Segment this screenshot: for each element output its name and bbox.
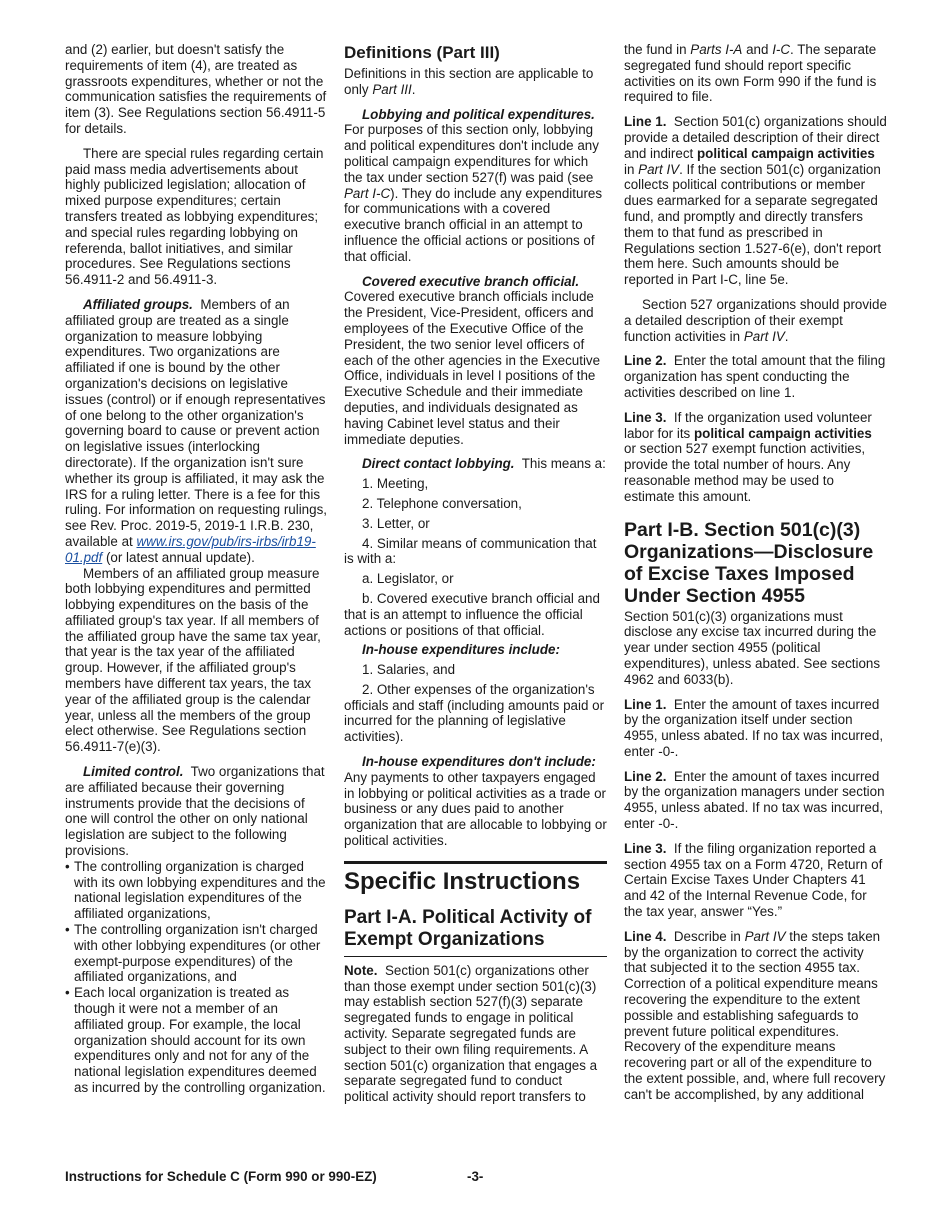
- paragraph-note: [344, 963, 607, 1105]
- s527-text: Section 527 organizations should provide a detailed description of their exempt function activities in: [624, 296, 887, 344]
- line-label: Line 3.: [624, 840, 667, 856]
- footer-title: Instructions for Schedule C (Form 990 or 990-EZ): [65, 1169, 377, 1184]
- line-text: Enter the amount of taxes incurred by the organization itself under section 4955, unless abated. If no tax was incurred, enter -0-.: [624, 696, 884, 759]
- list-item: 1. Salaries, and: [362, 662, 456, 678]
- line-text: If the organization used volunteer labor for its: [624, 409, 872, 441]
- list-item: 2. Other expenses of the organization's officials and staff (including amounts paid or incurred for the planning of legislative activities).: [344, 681, 605, 745]
- inhouse-exclude-text: Any payments to other taxpayers engaged in lobbying or political activities as a trade or business or any dues paid to another organization that are allocable to lobbying or political activities.: [344, 769, 607, 849]
- bullet-text: Each local organization is treated as though it were not a member of an affiliated group. For example, the local organization should account for its own expenditures only and not for any of the national legislation expenditures deemed as incurred by the controlling organization.: [74, 985, 326, 1095]
- line-text: in: [624, 161, 635, 177]
- cont-text-end: . The separate segregated fund should report specific activities on its own Form 990 if the fund is required to file.: [624, 42, 877, 105]
- affiliated-groups-title: Affiliated groups.: [83, 296, 193, 312]
- cont-part-ref: Parts I-A: [690, 42, 743, 57]
- list-item: 1. Meeting,: [362, 476, 429, 492]
- column-left: [65, 42, 328, 1096]
- s527-part-ref: Part IV: [743, 328, 785, 344]
- paragraph-ib-line-4: [624, 929, 887, 1103]
- column-right: [624, 42, 887, 1103]
- inhouse-include-title: In-house expenditures include:: [362, 642, 560, 658]
- paragraph-continued: [624, 42, 887, 105]
- column-middle: [344, 42, 607, 1105]
- page-number: -3-: [467, 1169, 484, 1184]
- list-item: b. Covered executive branch official and that is an attempt to influence the official actions or positions of that official.: [344, 590, 600, 638]
- paragraph-inhouse-exclude: [344, 754, 607, 849]
- line-text: Enter the amount of taxes incurred by the organization managers under section 4955, unless abated. If no tax was incurred, enter -0-.: [624, 768, 885, 832]
- line-text: Section 501(c) organizations should provide a detailed description of their direct and indirect: [624, 114, 887, 161]
- list-item: 3. Letter, or: [362, 515, 430, 531]
- line-bold-text: political campaign activities: [693, 425, 872, 441]
- paragraph-section-527: [624, 297, 887, 344]
- intro-text: Definitions in this section are applicable to only: [344, 66, 594, 97]
- line-text: Describe in: [673, 928, 741, 944]
- line-text: the steps taken by the organization to correct the activity that subjected it to the section 4955 tax. Correction of a political expenditure means recovering the expenditure to the extent possible and establishing safeguards to prevent future political expenditures. Recovery of the expenditure means recovering part or all of the expenditure to the extent possible, and, where full recovery can't be accomplished, by any additional: [624, 928, 886, 1102]
- direct-contact-title: Direct contact lobbying.: [362, 456, 515, 472]
- lobbying-part-ref: Part I-C: [344, 185, 391, 201]
- bullet-item: [65, 859, 328, 922]
- paragraph-lobbying-expenditures: [344, 107, 607, 265]
- intro-period: .: [411, 81, 416, 97]
- cont-part-ref: I-C: [772, 42, 791, 57]
- line-part-ref: Part IV: [744, 928, 786, 944]
- s527-period: .: [784, 328, 789, 344]
- limited-control-text: Two organizations that are affiliated because their governing instruments provide that the decisions of one will control the other on only national legislation are subject to the following provisions.: [65, 764, 325, 859]
- line-part-ref: Part IV: [638, 161, 680, 177]
- paragraph-ib-line-1: [624, 697, 887, 760]
- direct-contact-text: This means a:: [521, 456, 606, 472]
- part-ia-heading: Part I-A. Political Activity of Exempt Organizations: [344, 907, 607, 957]
- specific-instructions-heading: Specific Instructions: [344, 861, 607, 895]
- paragraph-ib-line-3: [624, 841, 887, 920]
- definitions-intro: [344, 66, 607, 98]
- bullet-text: The controlling organization isn't charged with other lobbying expenditures (or other exempt-purpose expenditures) of the affiliated organizations, and: [74, 922, 321, 985]
- line-label: Line 1.: [624, 114, 667, 130]
- paragraph-line-1: [624, 114, 887, 288]
- paragraph-direct-contact: [344, 456, 607, 472]
- cont-text: the fund in: [624, 42, 687, 57]
- paragraph-ib-line-2: [624, 769, 887, 832]
- line-text: Enter the total amount that the filing organization has spent conducting the activities described on line 1.: [624, 353, 886, 400]
- line-text: If the filing organization reported a section 4955 tax on a Form 4720, Return of Certain Excise Taxes Under Chapters 41 and 42 of the Internal Revenue Code, for the tax year, answer “Yes.”: [624, 840, 883, 920]
- line-label: Line 4.: [624, 928, 667, 944]
- irb-link[interactable]: www.irs.gov/pub/irs-irbs/irb19-01.pdf: [65, 533, 316, 565]
- paragraph-grassroots: and (2) earlier, but doesn't satisfy the requirements of item (4), are treated as grassroots expenditures, whether or not the communication satisfies the requirements of item (3). See Regulations section 56.4911-5 for details.: [65, 42, 327, 136]
- note-label: Note.: [344, 962, 378, 978]
- note-text: Section 501(c) organizations other than those exempt under section 501(c)(3) may establish section 527(f)(3) separate segregated funds to engage in political activity. Separate segregated funds are subject to their own filing requirements. A section 501(c) organization that engages a separate segregated fund to conduct political activity should report transfers to: [344, 962, 598, 1105]
- paragraph-affiliated-tax-year: Members of an affiliated group measure both lobbying expenditures and permitted lobbying expenditures on the basis of the affiliated group's tax year. If all members of the affiliated group have the same tax year, that year is the tax year of the affiliated group. However, if the affiliated group's members have different tax years, the tax year of the affiliated group is the calendar year, unless all the members of the group elect otherwise. See Regulations section 56.4911-7(e)(3).: [65, 565, 321, 755]
- lobbying-title: Lobbying and political expenditures.: [362, 106, 595, 122]
- list-item: 4. Similar means of communication that is with a:: [344, 535, 597, 567]
- bullet-item: [65, 922, 328, 985]
- line-label: Line 2.: [624, 353, 667, 369]
- paragraph-line-2: [624, 353, 887, 400]
- paragraph-affiliated-groups: [65, 297, 328, 566]
- bullet-marker: •: [65, 922, 70, 938]
- line-text: or section 527 exempt function activities, provide the total number of hours. Any reasonable method may be used to estimate this amount.: [624, 441, 866, 504]
- covered-text: Covered executive branch officials include the President, Vice-President, officers and employees of the Executive Office of the President, the two senior level officers of each of the other agencies in the Executive Office, individuals in level I positions of the Executive Schedule and their immediate deputies, and individuals designated as having Cabinet level status and their immediate deputies.: [344, 289, 601, 447]
- paragraph-covered-official: [344, 274, 607, 448]
- part-ib-heading: Part I-B. Section 501(c)(3) Organizations—Disclosure of Excise Taxes Imposed Under Section 4955: [624, 518, 874, 607]
- cont-and: and: [746, 42, 769, 57]
- list-item: a. Legislator, or: [362, 571, 454, 587]
- paragraph-line-3: [624, 410, 887, 505]
- definitions-heading: Definitions (Part III): [344, 43, 500, 62]
- bullet-marker: •: [65, 985, 70, 1001]
- limited-control-title: Limited control.: [83, 764, 184, 780]
- intro-part-ref: Part III: [372, 81, 412, 97]
- bullet-text: The controlling organization is charged with its own lobbying expenditures and the national legislation expenditures of the affiliated organizations,: [74, 858, 326, 922]
- bullet-item: [65, 985, 328, 1096]
- inhouse-exclude-title: In-house expenditures don't include:: [362, 754, 596, 770]
- lobbying-text: For purposes of this section only, lobbying and political expenditures don't include any political campaign expenditures for which the tax under section 527(f) was paid (see: [344, 122, 599, 185]
- bullet-marker: •: [65, 858, 70, 874]
- covered-title: Covered executive branch official.: [362, 273, 580, 289]
- affiliated-groups-text: Members of an affiliated group are treated as a single organization to measure lobbying expenditures. Two organizations are affiliated if one is bound by the other organization's decisions on legislative issues (control) or if enough representatives of one belong to the other organization's governing board to cause or prevent action on legislative issues (interlocking directorate). If the organization isn't sure whether its group is affiliated, it may ask the IRS for a ruling letter. There is a fee for this ruling. For information on requesting rulings, see Rev. Proc. 2019-5, 2019-1 I.R.B. 230, available at: [65, 296, 327, 549]
- line-label: Line 2.: [624, 768, 667, 784]
- paragraph-special-rules: There are special rules regarding certain paid mass media advertisements about highly publicized legislation; allocation of mixed purpose expenditures; certain transfers treated as lobbying expenditures; and special rules regarding lobbying on referenda, ballot initiatives, and similar procedures. See Regulations sections 56.4911-2 and 56.4911-3.: [65, 145, 324, 288]
- affiliated-groups-after: (or latest annual update).: [105, 549, 255, 565]
- line-label: Line 1.: [624, 696, 667, 712]
- paragraph-ib-intro: Section 501(c)(3) organizations must disclose any excise tax incurred during the year under section 4955 (political expenditures), unless abated. See sections 4962 and 6033(b).: [624, 608, 881, 687]
- line-label: Line 3.: [624, 409, 667, 425]
- paragraph-limited-control: [65, 764, 328, 859]
- lobbying-text-end: ). They do include any expenditures for communications with a covered executive branch official in an attempt to influence the official actions or positions of that official.: [344, 185, 603, 264]
- line-text: . If the section 501(c) organization collects political contributions or member dues earmarked for a separate segregated fund, and promptly and directly transfers them to that fund as prescribed in Regulations section 1.527-6(e), don't report them here. Such amounts should be reported in Part I-C, line 5e.: [624, 161, 882, 288]
- list-item: 2. Telephone conversation,: [362, 495, 522, 511]
- line-bold-text: political campaign activities: [696, 145, 875, 161]
- page-footer: [65, 1169, 885, 1185]
